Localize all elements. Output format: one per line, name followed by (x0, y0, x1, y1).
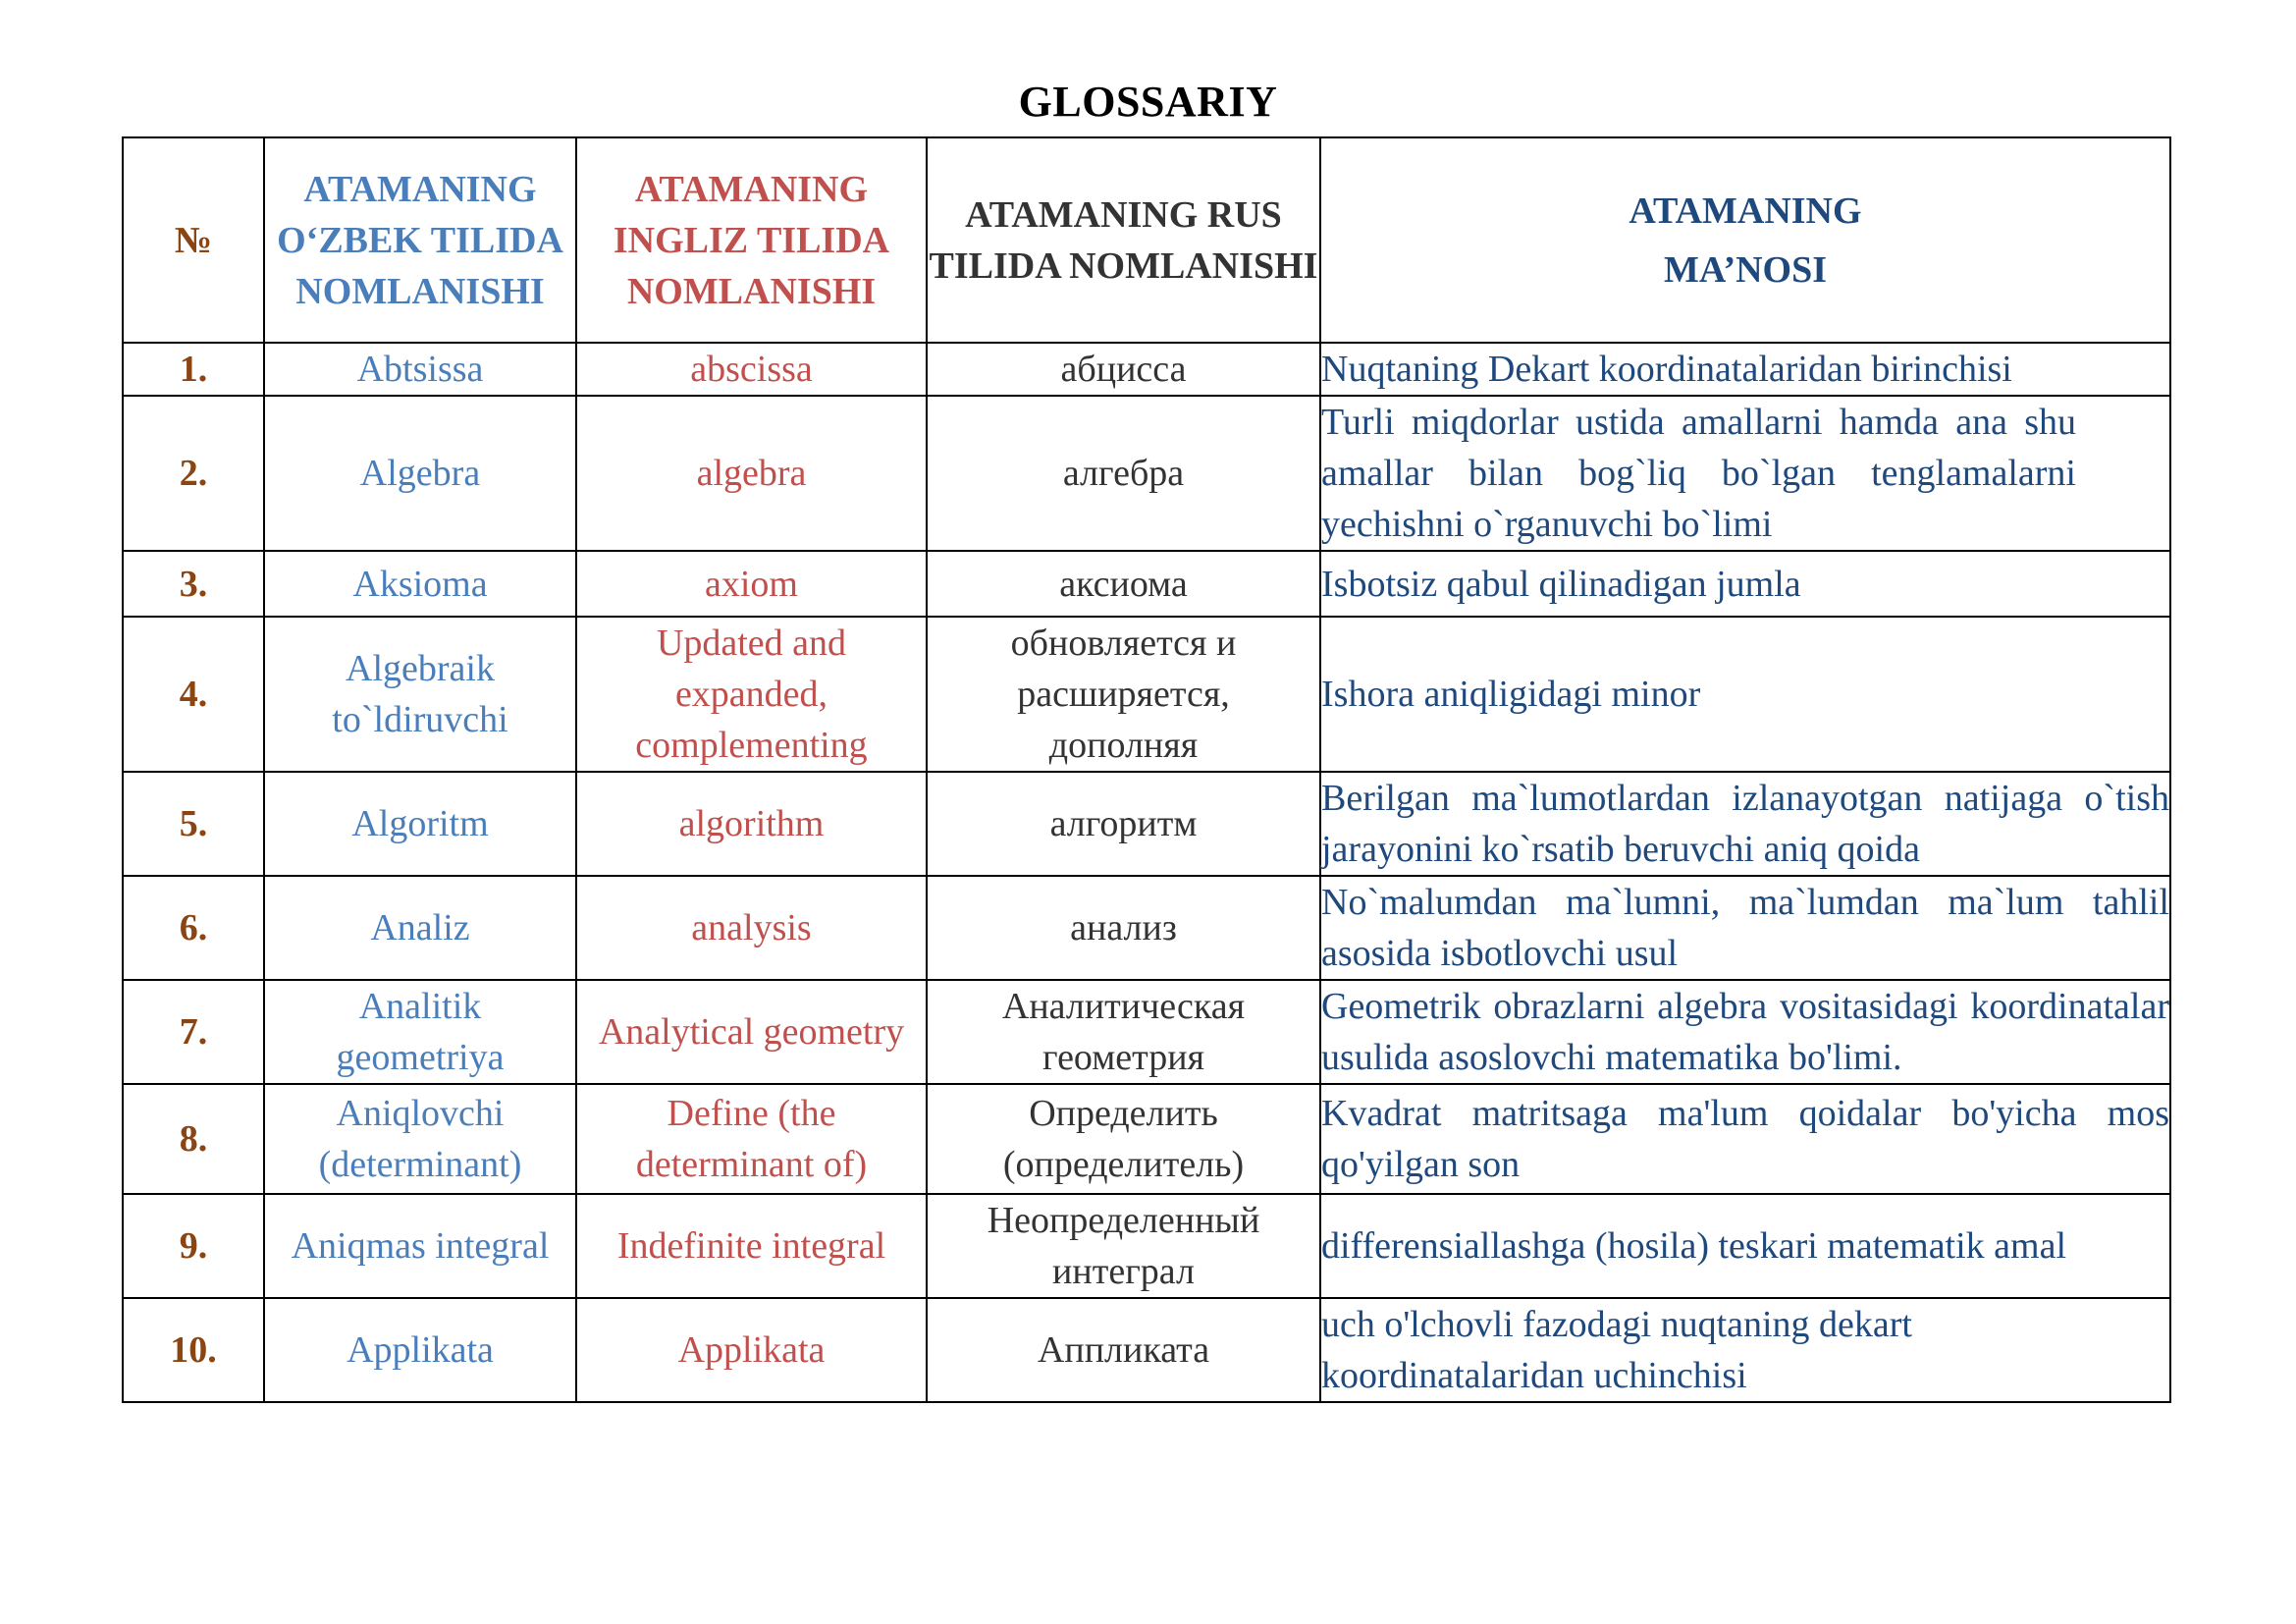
row-number: 9. (123, 1194, 264, 1298)
term-russian: обновляется и расширяется, дополняя (927, 617, 1320, 772)
term-english: analysis (576, 876, 927, 980)
term-english: Define (the determinant of) (576, 1084, 927, 1194)
term-uzbek: Algoritm (264, 772, 576, 876)
header-number: № (123, 137, 264, 343)
term-english: axiom (576, 551, 927, 617)
row-number: 10. (123, 1298, 264, 1402)
glossary-table (122, 136, 2171, 1403)
term-uzbek: Analiz (264, 876, 576, 980)
table-row (123, 876, 2170, 980)
term-meaning: differensiallashga (hosila) teskari matematik amal (1320, 1194, 2170, 1298)
term-russian: анализ (927, 876, 1320, 980)
term-russian: алгебра (927, 396, 1320, 551)
term-uzbek: Aniqmas integral (264, 1194, 576, 1298)
page-title: GLOSSARIY (1018, 78, 1278, 126)
term-russian: абцисса (927, 343, 1320, 396)
row-number: 2. (123, 396, 264, 551)
term-meaning: Turli miqdorlar ustida amallarni hamda ana shu amallar bilan bog`liq bo`lgan tenglamalarni yechishni o`rganuvchi bo`limi (1320, 396, 2170, 551)
row-number: 8. (123, 1084, 264, 1194)
term-meaning: Ishora aniqligidagi minor (1320, 617, 2170, 772)
table-row (123, 1084, 2170, 1194)
term-russian: Аналитическая геометрия (927, 980, 1320, 1084)
term-english: Analytical geometry (576, 980, 927, 1084)
term-meaning: uch o'lchovli fazodagi nuqtaning dekart koordinatalaridan uchinchisi (1320, 1298, 2170, 1402)
row-number: 7. (123, 980, 264, 1084)
row-number: 6. (123, 876, 264, 980)
term-english: Updated and expanded, complementing (576, 617, 927, 772)
header-english-name: ATAMANING INGLIZ TILIDA NOMLANISHI (576, 137, 927, 343)
table-row (123, 980, 2170, 1084)
term-english: algebra (576, 396, 927, 551)
term-uzbek: Algebra (264, 396, 576, 551)
term-english: abscissa (576, 343, 927, 396)
term-russian: Определить (определитель) (927, 1084, 1320, 1194)
term-meaning: Berilgan ma`lumotlardan izlanayotgan natijaga o`tish jarayonini ko`rsatib beruvchi aniq qoida (1320, 772, 2170, 876)
term-meaning: Nuqtaning Dekart koordinatalaridan birinchisi (1320, 343, 2170, 396)
term-uzbek: Analitik geometriya (264, 980, 576, 1084)
term-english: Indefinite integral (576, 1194, 927, 1298)
term-russian: Неопределенный интеграл (927, 1194, 1320, 1298)
table-row (123, 1298, 2170, 1402)
header-meaning-label: ATAMANING MA’NOSI (1629, 189, 1862, 291)
term-uzbek: Aksioma (264, 551, 576, 617)
term-uzbek: Algebraik to`ldiruvchi (264, 617, 576, 772)
term-russian: аксиома (927, 551, 1320, 617)
term-meaning: Isbotsiz qabul qilinadigan jumla (1320, 551, 2170, 617)
header-meaning (1320, 137, 2170, 343)
term-russian: Аппликата (927, 1298, 1320, 1402)
term-uzbek: Abtsissa (264, 343, 576, 396)
table-row (123, 617, 2170, 772)
table-row (123, 1194, 2170, 1298)
header-russian-name: ATAMANING RUS TILIDA NOMLANISHI (927, 137, 1320, 343)
header-uzbek-name: ATAMANING O‘ZBEK TILIDA NOMLANISHI (264, 137, 576, 343)
table-row (123, 772, 2170, 876)
term-uzbek: Applikata (264, 1298, 576, 1402)
term-meaning: No`malumdan ma`lumni, ma`lumdan ma`lum tahlil asosida isbotlovchi usul (1320, 876, 2170, 980)
row-number: 1. (123, 343, 264, 396)
term-english: algorithm (576, 772, 927, 876)
table-row (123, 343, 2170, 396)
term-meaning: Geometrik obrazlarni algebra vositasidagi koordinatalar usulida asoslovchi matematika bo'limi. (1320, 980, 2170, 1084)
term-english: Applikata (576, 1298, 927, 1402)
term-meaning: Kvadrat matritsaga ma'lum qoidalar bo'yicha mos qo'yilgan son (1320, 1084, 2170, 1194)
table-row (123, 551, 2170, 617)
row-number: 5. (123, 772, 264, 876)
table-row (123, 396, 2170, 551)
term-russian: алгоритм (927, 772, 1320, 876)
row-number: 3. (123, 551, 264, 617)
term-uzbek: Aniqlovchi (determinant) (264, 1084, 576, 1194)
table-header-row (123, 137, 2170, 343)
row-number: 4. (123, 617, 264, 772)
